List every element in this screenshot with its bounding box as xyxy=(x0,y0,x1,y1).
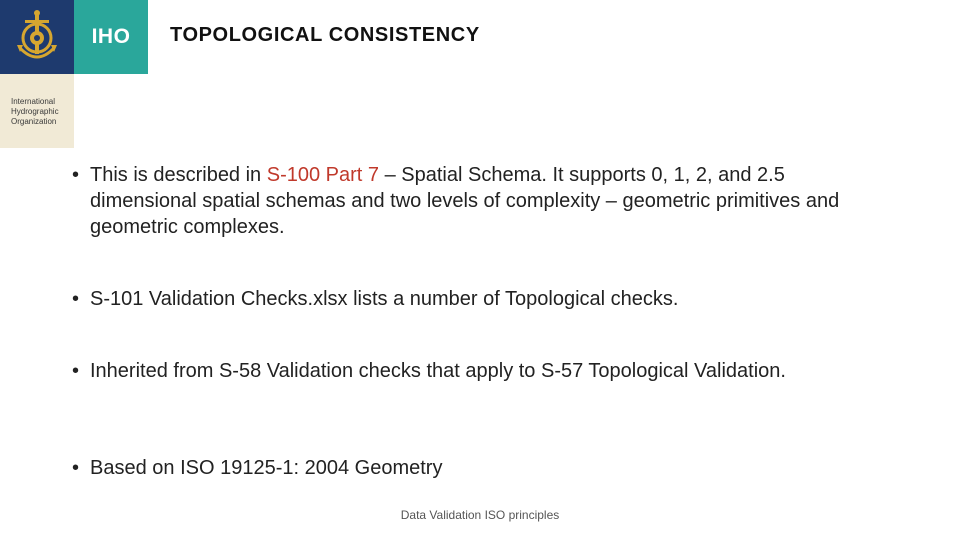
bullet-marker: • xyxy=(72,360,80,382)
iho-logo-text: IHO xyxy=(91,25,131,48)
bullet-text xyxy=(90,162,892,240)
slide-title: TOPOLOGICAL CONSISTENCY xyxy=(170,24,480,46)
bullet-item xyxy=(72,455,892,481)
bullet-text: Inherited from S-58 Validation checks that apply to S-57 Topological Validation. xyxy=(90,360,786,382)
bullet-text: S-101 Validation Checks.xlsx lists a number of Topological checks. xyxy=(90,288,679,310)
org-logo-panel xyxy=(0,0,74,148)
bullet-item xyxy=(72,286,892,312)
slide-footer: Data Validation ISO principles xyxy=(400,508,560,522)
bullet-marker: • xyxy=(72,457,80,479)
bullet-item xyxy=(72,162,892,240)
iho-logo-box xyxy=(74,0,148,74)
organization-name-line: Hydrographic xyxy=(11,107,59,116)
bullet-marker: • xyxy=(72,164,80,186)
bullet-marker: • xyxy=(72,288,80,310)
highlighted-reference: S-100 Part 7 xyxy=(266,164,380,186)
organization-name-line: International xyxy=(11,97,56,106)
bullet-text-prefix: This is described in xyxy=(90,164,267,186)
organization-name xyxy=(11,97,71,127)
iho-emblem-icon xyxy=(8,8,66,66)
bullet-text-suffix: – Spatial Schema. It supports 0, 1, 2, and 2.5 dimensional spatial schemas and two levels of complexity – geometric primitives and geometric complexes. xyxy=(90,164,840,238)
bullet-text: Based on ISO 19125-1: 2004 Geometry xyxy=(90,457,443,479)
emblem-box xyxy=(0,0,74,74)
bullet-item xyxy=(72,358,832,384)
organization-name-line: Organization xyxy=(11,117,57,126)
